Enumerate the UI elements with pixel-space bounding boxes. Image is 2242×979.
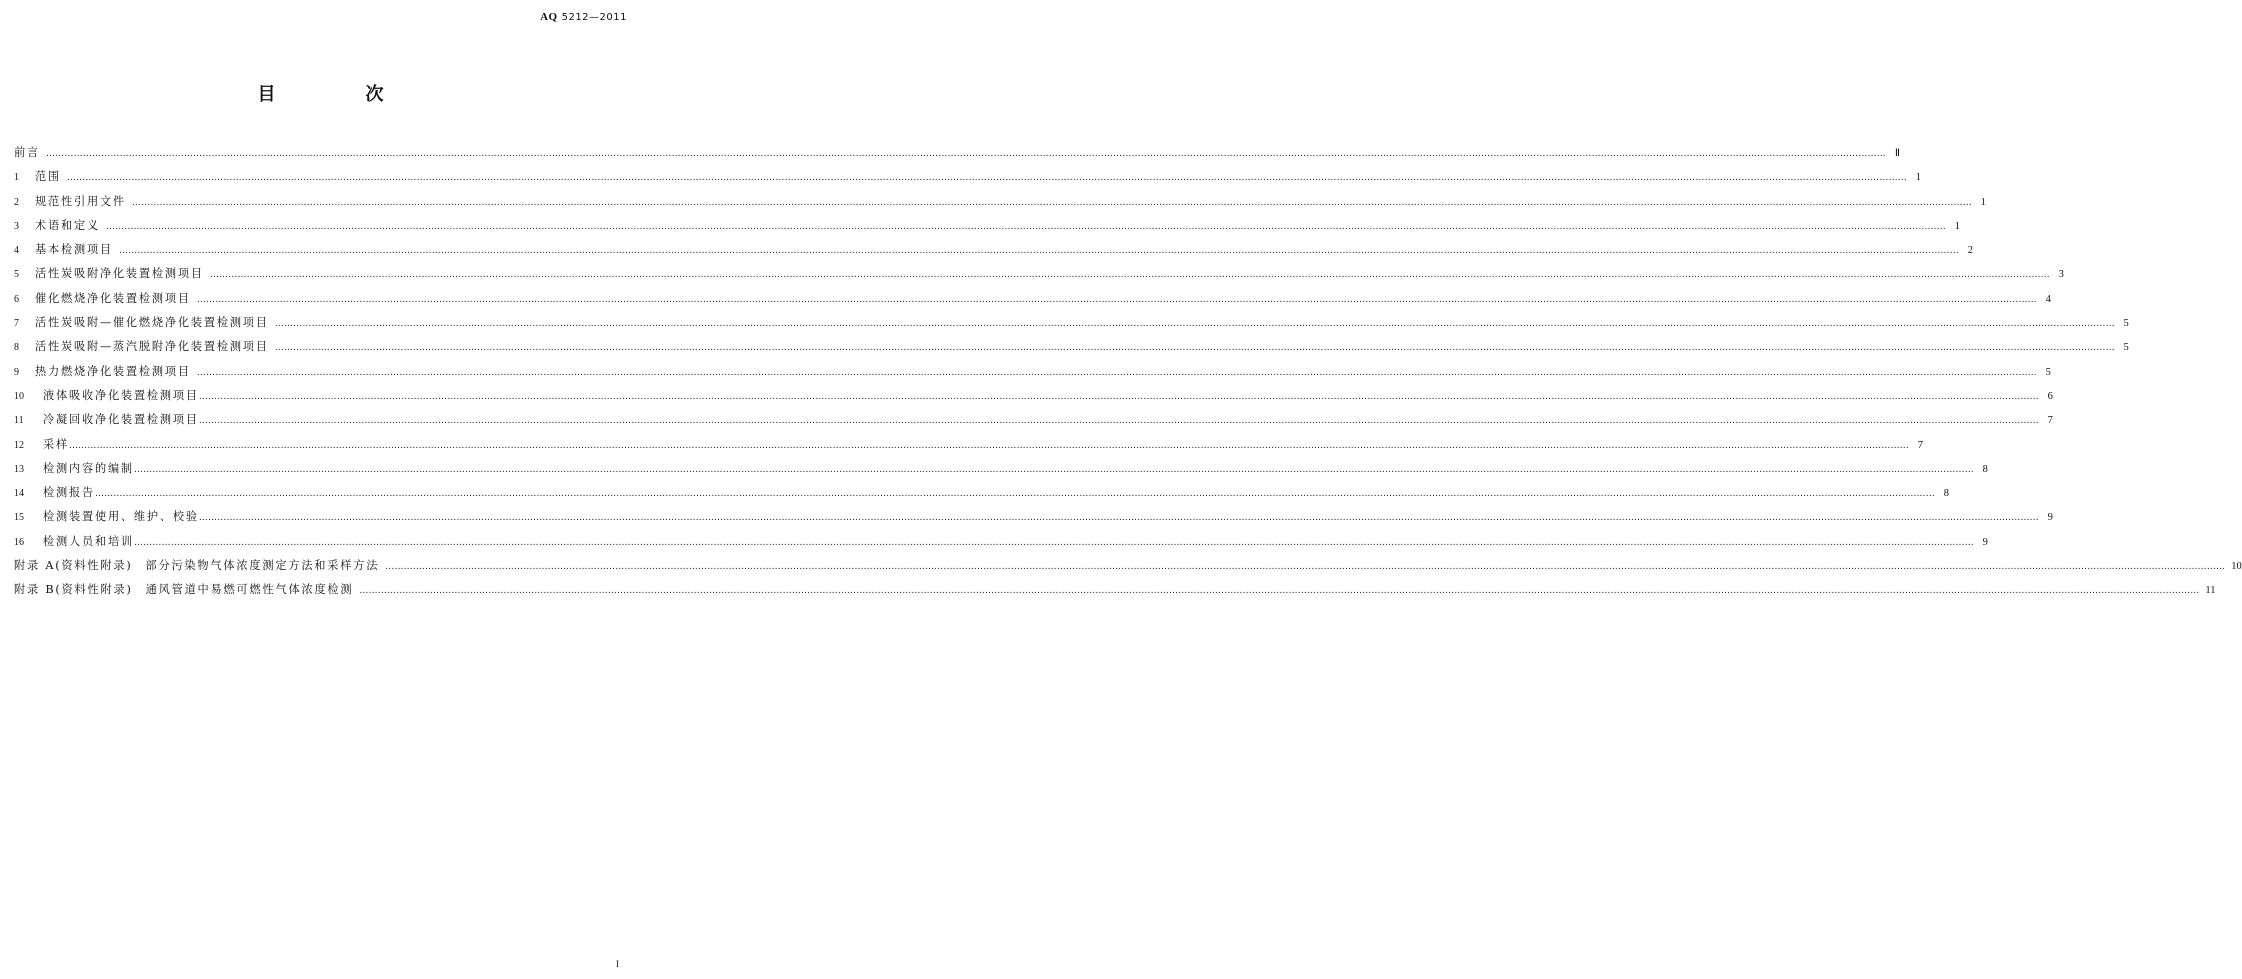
toc-entry-number: 15 bbox=[14, 512, 24, 524]
toc-entry[interactable] bbox=[14, 581, 2216, 605]
toc-dot-leader: …………………………………………………………………………………………………………………………………………………………………………………………………………………………………………………………………………………………………………………………………………………………………………………………………………………………………………………………………………………………………………………………………………………… bbox=[68, 440, 1909, 451]
toc-dot-leader: …………………………………………………………………………………………………………………………………………………………………………………………………………………………………………………………………………………………………………………………………………………………………………………………………………………………………………………………………………………………………………………………………………………… bbox=[198, 391, 2039, 402]
toc-entry-title: 活性炭吸附—催化燃烧净化装置检测项目 bbox=[35, 316, 269, 330]
table-of-contents bbox=[14, 144, 2242, 606]
toc-dot-leader: …………………………………………………………………………………………………………………………………………………………………………………………………………………………………………………………………………………………………………………………………………………………………………………………………………………………………………………………………………………………………………………………………………………… bbox=[196, 367, 2037, 378]
toc-entry-page: 10 bbox=[2231, 561, 2242, 573]
toc-entry-title: 附录 B(资料性附录) 通风管道中易燃可燃性气体浓度检测 bbox=[14, 583, 354, 597]
toc-entry-page: 9 bbox=[1982, 536, 1988, 548]
toc-entry[interactable] bbox=[14, 484, 1949, 508]
toc-entry[interactable] bbox=[14, 338, 2129, 362]
toc-dot-leader: …………………………………………………………………………………………………………………………………………………………………………………………………………………………………………………………………………………………………………………………………………………………………………………………………………………………………………………………………………………………………………………………………………………… bbox=[209, 270, 2050, 281]
toc-dot-leader: …………………………………………………………………………………………………………………………………………………………………………………………………………………………………………………………………………………………………………………………………………………………………………………………………………………………………………………………………………………………………………………………………………………… bbox=[198, 416, 2039, 427]
standard-code bbox=[540, 10, 627, 23]
toc-dot-leader: …………………………………………………………………………………………………………………………………………………………………………………………………………………………………………………………………………………………………………………………………………………………………………………………………………………………………………………………………………………………………………………………………………………… bbox=[94, 489, 1935, 500]
toc-entry-title: 前言 bbox=[14, 146, 40, 159]
toc-entry-page: 5 bbox=[2045, 366, 2051, 378]
toc-entry-number: 12 bbox=[14, 439, 24, 451]
toc-dot-leader: …………………………………………………………………………………………………………………………………………………………………………………………………………………………………………………………………………………………………………………………………………………………………………………………………………………………………………………………………………………………………………………………………………………… bbox=[131, 197, 1972, 208]
toc-entry-page: 1 bbox=[1980, 196, 1986, 208]
toc-dot-leader: …………………………………………………………………………………………………………………………………………………………………………………………………………………………………………………………………………………………………………………………………………………………………………………………………………………………………………………………………………………………………………………………………………………… bbox=[66, 173, 1907, 184]
toc-entry[interactable] bbox=[14, 557, 2242, 581]
toc-entry-title: 检测报告 bbox=[43, 486, 95, 500]
toc-entry-page: 8 bbox=[1982, 463, 1988, 475]
toc-entry-page: 11 bbox=[2205, 585, 2216, 597]
toc-entry-title: 液体吸收净化装置检测项目 bbox=[43, 388, 199, 402]
toc-entry[interactable] bbox=[14, 314, 2129, 338]
page-title: 目 次 bbox=[257, 84, 420, 105]
toc-entry[interactable] bbox=[14, 241, 1973, 265]
toc-entry-title: 检测人员和培训 bbox=[43, 534, 134, 548]
toc-entry-title: 催化燃烧净化装置检测项目 bbox=[35, 291, 191, 305]
toc-dot-leader: …………………………………………………………………………………………………………………………………………………………………………………………………………………………………………………………………………………………………………………………………………………………………………………………………………………………………………………………………………………………………………………………………………………… bbox=[385, 562, 2226, 573]
standard-prefix: AQ bbox=[540, 11, 558, 23]
toc-entry-page: 2 bbox=[1967, 245, 1973, 257]
toc-entry-page: 7 bbox=[1917, 439, 1923, 451]
toc-entry-page: 4 bbox=[2045, 293, 2051, 305]
toc-entry-page: 7 bbox=[2047, 415, 2053, 427]
toc-entry[interactable] bbox=[14, 265, 2064, 289]
toc-entry[interactable] bbox=[14, 217, 1960, 241]
toc-entry-number: 8 bbox=[14, 342, 19, 354]
toc-dot-leader: …………………………………………………………………………………………………………………………………………………………………………………………………………………………………………………………………………………………………………………………………………………………………………………………………………………………………………………………………………………………………………………………………………………… bbox=[196, 294, 2037, 305]
toc-entry[interactable] bbox=[14, 168, 1921, 192]
toc-dot-leader: …………………………………………………………………………………………………………………………………………………………………………………………………………………………………………………………………………………………………………………………………………………………………………………………………………………………………………………………………………………………………………………………………………………… bbox=[133, 537, 1974, 548]
toc-entry-number: 2 bbox=[14, 196, 19, 208]
toc-entry[interactable] bbox=[14, 363, 2051, 387]
toc-entry-title: 规范性引用文件 bbox=[35, 194, 126, 208]
toc-entry-number: 13 bbox=[14, 463, 24, 475]
toc-entry-number: 5 bbox=[14, 269, 19, 281]
toc-entry-page: 9 bbox=[2047, 512, 2053, 524]
toc-dot-leader: …………………………………………………………………………………………………………………………………………………………………………………………………………………………………………………………………………………………………………………………………………………………………………………………………………………………………………………………………………………………………………………………………………………… bbox=[274, 343, 2115, 354]
toc-entry-title: 检测装置使用、维护、校验 bbox=[43, 510, 199, 524]
toc-entry-title: 冷凝回收净化装置检测项目 bbox=[43, 413, 199, 427]
toc-entry-number: 16 bbox=[14, 536, 24, 548]
toc-entry-page: 8 bbox=[1943, 488, 1949, 500]
toc-entry[interactable] bbox=[14, 533, 1988, 557]
toc-entry-number: 7 bbox=[14, 318, 19, 330]
toc-entry[interactable] bbox=[14, 411, 2053, 435]
toc-entry-title: 采样 bbox=[43, 437, 69, 451]
toc-entry[interactable] bbox=[14, 290, 2051, 314]
toc-entry-number: 3 bbox=[14, 220, 19, 232]
toc-dot-leader: …………………………………………………………………………………………………………………………………………………………………………………………………………………………………………………………………………………………………………………………………………………………………………………………………………………………………………………………………………………………………………………………………………………… bbox=[118, 246, 1959, 257]
toc-entry-title: 范围 bbox=[35, 170, 61, 184]
toc-entry-page: Ⅱ bbox=[1894, 148, 1900, 159]
toc-entry[interactable] bbox=[14, 387, 2053, 411]
toc-dot-leader: …………………………………………………………………………………………………………………………………………………………………………………………………………………………………………………………………………………………………………………………………………………………………………………………………………………………………………………………………………………………………………………………………………………… bbox=[274, 319, 2115, 330]
toc-entry[interactable] bbox=[14, 460, 1988, 484]
toc-dot-leader: …………………………………………………………………………………………………………………………………………………………………………………………………………………………………………………………………………………………………………………………………………………………………………………………………………………………………………………………………………………………………………………………………………………… bbox=[133, 464, 1974, 475]
toc-dot-leader: …………………………………………………………………………………………………………………………………………………………………………………………………………………………………………………………………………………………………………………………………………………………………………………………………………………………………………………………………………………………………………………………………………………… bbox=[45, 149, 1886, 159]
toc-entry-title: 术语和定义 bbox=[35, 218, 100, 232]
toc-entry-number: 11 bbox=[14, 415, 24, 427]
toc-entry-number: 6 bbox=[14, 293, 19, 305]
toc-entry-number: 1 bbox=[14, 172, 19, 184]
toc-entry-page: 5 bbox=[2123, 318, 2129, 330]
toc-entry-page: 5 bbox=[2123, 342, 2129, 354]
toc-entry[interactable] bbox=[14, 508, 2053, 532]
standard-number: 5212—2011 bbox=[561, 12, 627, 23]
toc-entry-title: 附录 A(资料性附录) 部分污染物气体浓度测定方法和采样方法 bbox=[14, 559, 380, 573]
page-number: I bbox=[616, 959, 619, 969]
toc-entry[interactable] bbox=[14, 193, 1986, 217]
toc-entry-title: 基本检测项目 bbox=[35, 243, 113, 257]
toc-entry-number: 4 bbox=[14, 245, 19, 257]
toc-entry-number: 10 bbox=[14, 390, 24, 402]
toc-entry-page: 3 bbox=[2058, 269, 2064, 281]
toc-entry-page: 6 bbox=[2047, 390, 2053, 402]
toc-entry-title: 活性炭吸附净化装置检测项目 bbox=[35, 267, 204, 281]
toc-entry-title: 热力燃烧净化装置检测项目 bbox=[35, 364, 191, 378]
toc-entry-number: 9 bbox=[14, 366, 19, 378]
toc-dot-leader: …………………………………………………………………………………………………………………………………………………………………………………………………………………………………………………………………………………………………………………………………………………………………………………………………………………………………………………………………………………………………………………………………………………… bbox=[359, 586, 2200, 597]
toc-entry-number: 14 bbox=[14, 488, 24, 500]
toc-entry-title: 活性炭吸附—蒸汽脱附净化装置检测项目 bbox=[35, 340, 269, 354]
toc-entry-page: 1 bbox=[1915, 172, 1921, 184]
toc-entry[interactable] bbox=[14, 436, 1923, 460]
toc-entry-page: 1 bbox=[1954, 220, 1960, 232]
toc-entry-title: 检测内容的编制 bbox=[43, 461, 134, 475]
toc-dot-leader: …………………………………………………………………………………………………………………………………………………………………………………………………………………………………………………………………………………………………………………………………………………………………………………………………………………………………………………………………………………………………………………………………………………… bbox=[105, 221, 1946, 232]
toc-entry[interactable] bbox=[14, 144, 1900, 168]
toc-dot-leader: …………………………………………………………………………………………………………………………………………………………………………………………………………………………………………………………………………………………………………………………………………………………………………………………………………………………………………………………………………………………………………………………………………………… bbox=[198, 513, 2039, 524]
